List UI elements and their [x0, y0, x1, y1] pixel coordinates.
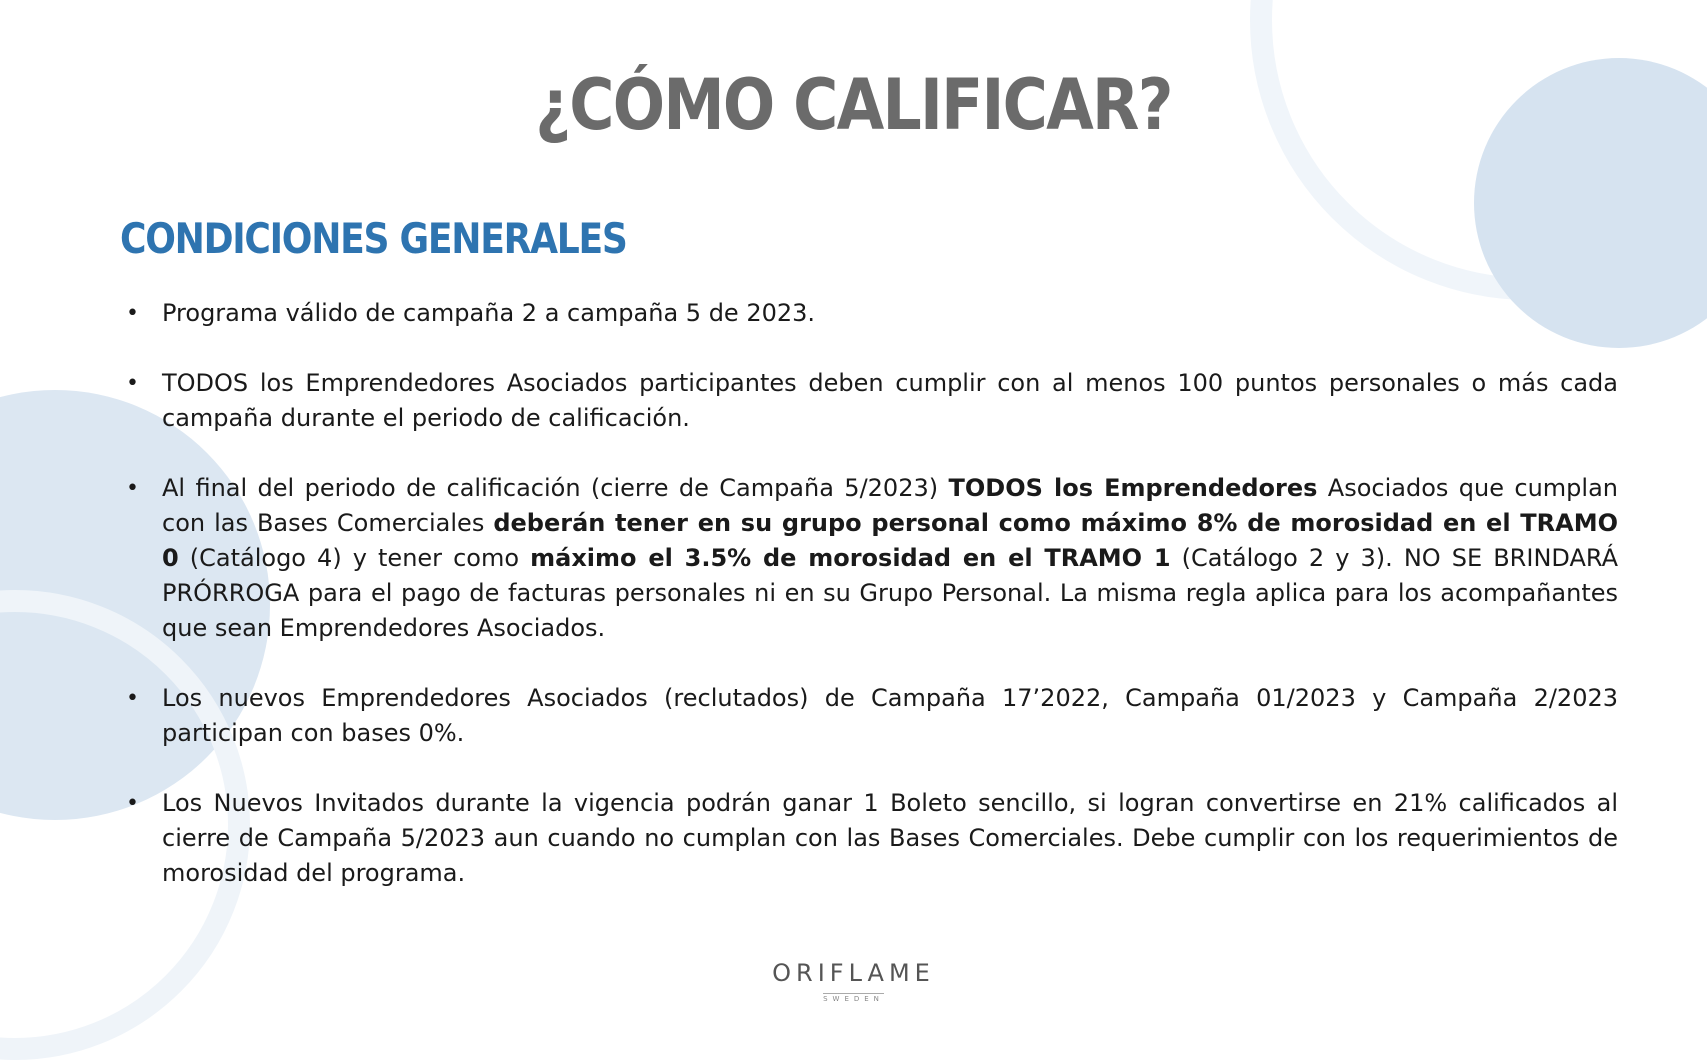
bullet: •	[126, 686, 139, 711]
condition-text: Los nuevos Emprendedores Asociados (reclutados) de Campaña 17’2022, Campaña 01/2023 y Campaña 2/2023 participan con bases 0%.	[162, 684, 1618, 747]
condition-item	[120, 296, 1618, 331]
condition-text-part: Asociados que cumplan con las Bases Comerciales	[162, 474, 1618, 537]
bullet: •	[126, 301, 139, 326]
condition-text: Programa válido de campaña 2 a campaña 5 de 2023.	[162, 299, 816, 327]
condition-text: Los Nuevos Invitados durante la vigencia podrán ganar 1 Boleto sencillo, si logran convertirse en 21% calificados al cierre de Campaña 5/2023 aun cuando no cumplan con las Bases Comerciales. Debe cumplir con los requerimientos de morosidad del programa.	[162, 789, 1618, 887]
condition-text-part: Al final del periodo de calificación (cierre de Campaña 5/2023)	[162, 474, 949, 502]
bullet: •	[126, 791, 139, 816]
condition-text-bold: máximo el 3.5% de morosidad en el TRAMO 1	[530, 544, 1171, 572]
condition-text-bold: deberán tener en su grupo personal como máximo 8% de morosidad en el TRAMO 0	[162, 509, 1618, 572]
brand-name: ORIFLAME	[772, 959, 935, 987]
conditions-list	[120, 296, 1618, 926]
page-title: ¿CÓMO CALIFICAR?	[535, 64, 1172, 146]
condition-item	[120, 786, 1618, 891]
condition-item	[120, 681, 1618, 751]
condition-item	[120, 366, 1618, 436]
condition-text-part: (Catálogo 4) y tener como	[178, 544, 531, 572]
brand-subtitle: SWEDEN	[823, 995, 884, 1003]
bullet: •	[126, 476, 139, 501]
condition-item	[120, 471, 1618, 646]
brand-logo	[0, 960, 1707, 1005]
bullet: •	[126, 371, 139, 396]
condition-text-part: (Catálogo 2 y 3). NO SE BRINDARÁ PRÓRROGA para el pago de facturas personales ni en su Grupo Personal. La misma regla aplica para los acompañantes que sean Emprendedores Asociados.	[162, 544, 1618, 642]
section-heading: CONDICIONES GENERALES	[120, 214, 627, 263]
condition-text: TODOS los Emprendedores Asociados participantes deben cumplir con al menos 100 puntos personales o más cada campaña durante el periodo de calificación.	[162, 369, 1618, 432]
condition-text-bold: TODOS los Emprendedores	[948, 474, 1318, 502]
